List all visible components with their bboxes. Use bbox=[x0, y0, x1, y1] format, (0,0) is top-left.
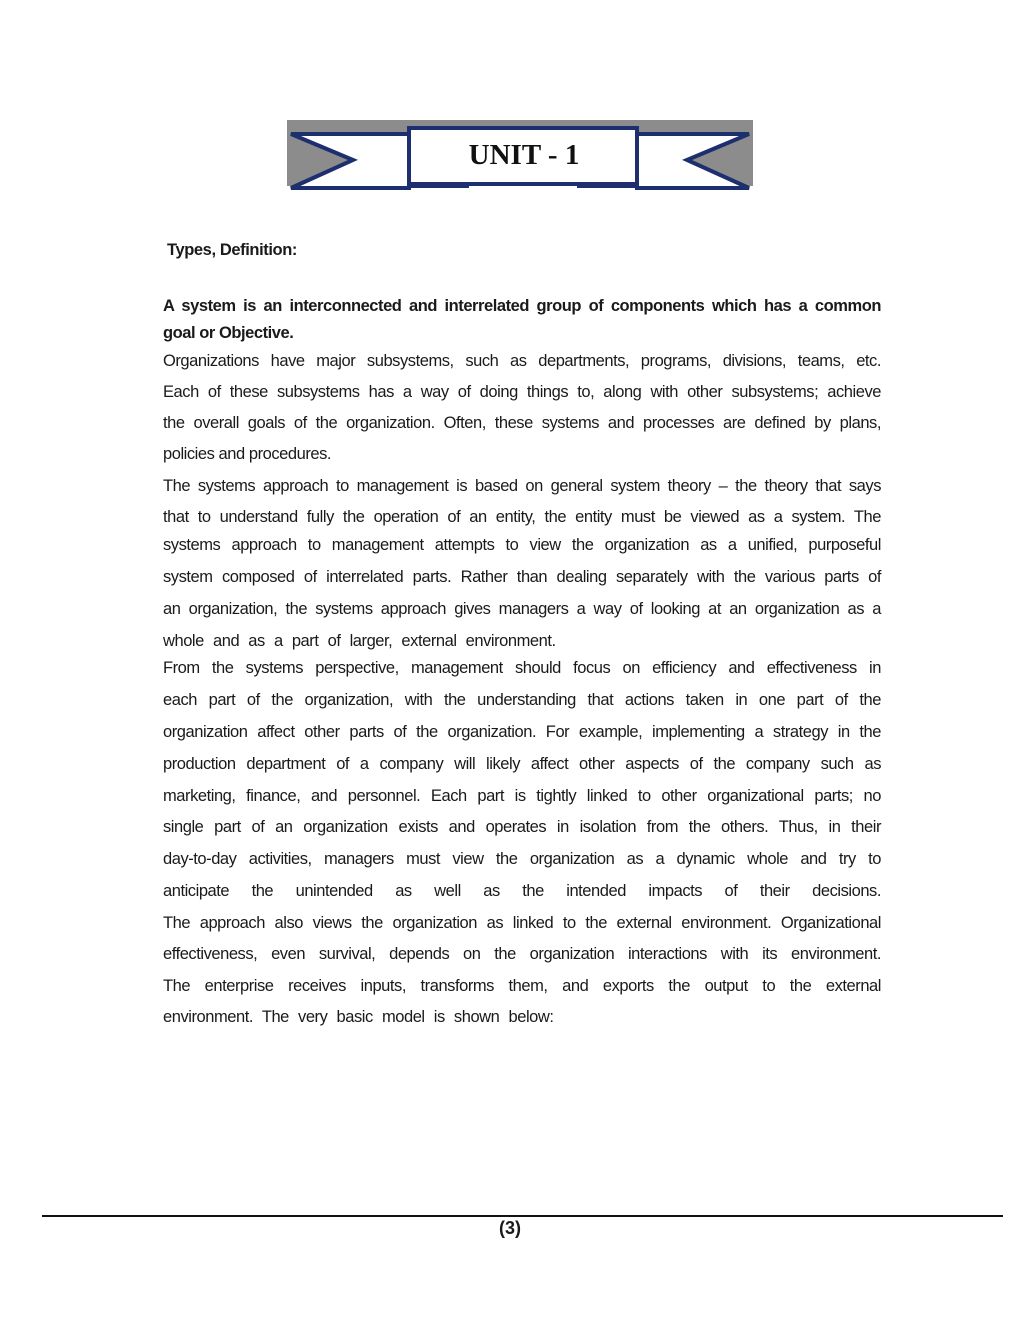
section-heading: Types, Definition: bbox=[167, 241, 297, 259]
page-number: (3) bbox=[499, 1218, 521, 1238]
paragraph-line: whole and as a part of larger, external environment. bbox=[163, 632, 556, 650]
paragraph-line: The approach also views the organization as linked to the external environment. Organizational bbox=[163, 914, 881, 932]
paragraph-line: The systems approach to management is based on general system theory – the theory that says bbox=[163, 477, 881, 495]
footer-rule bbox=[42, 1215, 1003, 1217]
paragraph-line: anticipate the unintended as well as the intended impacts of their decisions. bbox=[163, 882, 881, 900]
paragraph-line: production department of a company will likely affect other aspects of the company such as bbox=[163, 755, 881, 773]
paragraph-line: Organizations have major subsystems, such as departments, programs, divisions, teams, etc. bbox=[163, 352, 881, 370]
paragraph-line: systems approach to management attempts to view the organization as a unified, purposeful bbox=[163, 536, 881, 554]
paragraph-line: The enterprise receives inputs, transforms them, and exports the output to the external bbox=[163, 977, 881, 995]
paragraph-line: single part of an organization exists and operates in isolation from the others. Thus, in their bbox=[163, 818, 881, 836]
definition-line: A system is an interconnected and interrelated group of components which has a common bbox=[163, 297, 881, 315]
paragraph-line: an organization, the systems approach gives managers a way of looking at an organization as a bbox=[163, 600, 881, 618]
paragraph-line: organization affect other parts of the organization. For example, implementing a strategy in the bbox=[163, 723, 881, 741]
paragraph-line: environment. The very basic model is shown below: bbox=[163, 1008, 554, 1026]
paragraph-line: effectiveness, even survival, depends on the organization interactions with its environment. bbox=[163, 945, 881, 963]
paragraph-line: each part of the organization, with the understanding that actions taken in one part of the bbox=[163, 691, 881, 709]
paragraph-line: policies and procedures. bbox=[163, 445, 332, 463]
unit-title: UNIT - 1 bbox=[468, 138, 580, 171]
paragraph-line: system composed of interrelated parts. Rather than dealing separately with the various parts of bbox=[163, 568, 881, 586]
paragraph-line: Each of these subsystems has a way of doing things to, along with other subsystems; achieve bbox=[163, 383, 881, 401]
paragraph-line: day-to-day activities, managers must view the organization as a dynamic whole and try to bbox=[163, 850, 881, 868]
paragraph-line: From the systems perspective, management should focus on efficiency and effectiveness in bbox=[163, 659, 881, 677]
paragraph-line: that to understand fully the operation of an entity, the entity must be viewed as a system. The bbox=[163, 508, 881, 526]
definition-line: goal or Objective. bbox=[163, 324, 294, 342]
paragraph-line: the overall goals of the organization. Often, these systems and processes are defined by plans, bbox=[163, 414, 881, 432]
paragraph-line: marketing, finance, and personnel. Each part is tightly linked to other organizational parts; no bbox=[163, 787, 881, 805]
